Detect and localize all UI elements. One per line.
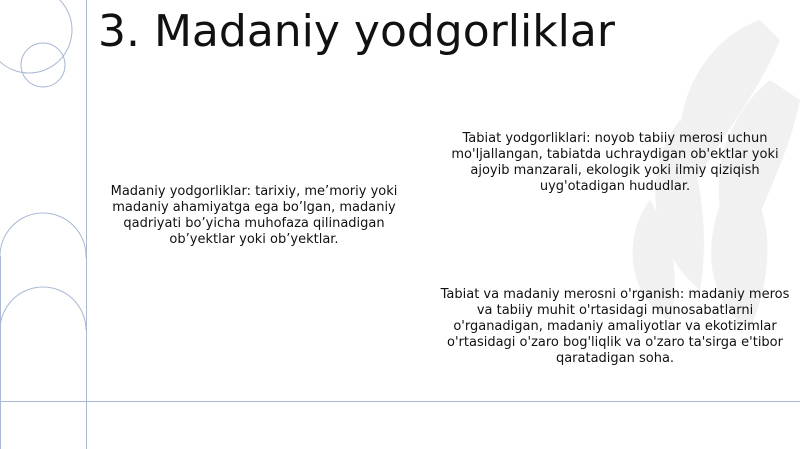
slide-title: 3. Madaniy yodgorliklar <box>98 6 615 57</box>
large-circle-outline <box>0 0 72 73</box>
heritage-study-text: Tabiat va madaniy merosni o'rganish: madaniy meros va tabiiy muhit o'rtasidagi munosabatlarni o'rganadigan, madaniy amaliyotlar va ekotizimlar o'rtasidagi o'zaro bog'liqlik va o'zaro ta'sirga e'tibor qaratadigan soha. <box>440 287 790 366</box>
natural-monuments-text: Tabiat yodgorliklari: noyob tabiiy merosi uchun mo'ljallangan, tabiatda uchraydigan ob'ektlar yoki ajoyib manzarali, ekologik yoki ilmiy qiziqish uyg'otadigan hududlar. <box>451 131 779 194</box>
upper-arch-outline <box>0 213 86 258</box>
small-circle-outline <box>21 43 65 87</box>
cultural-monuments-text: Madaniy yodgorliklar: tarixiy, me’moriy yoki madaniy ahamiyatga ega bo’lgan, madaniy qadriyati bo’yicha muhofaza qilinadigan ob’yektlar yoki ob’yektlar. <box>110 184 398 247</box>
lower-arch-outline <box>0 287 86 330</box>
